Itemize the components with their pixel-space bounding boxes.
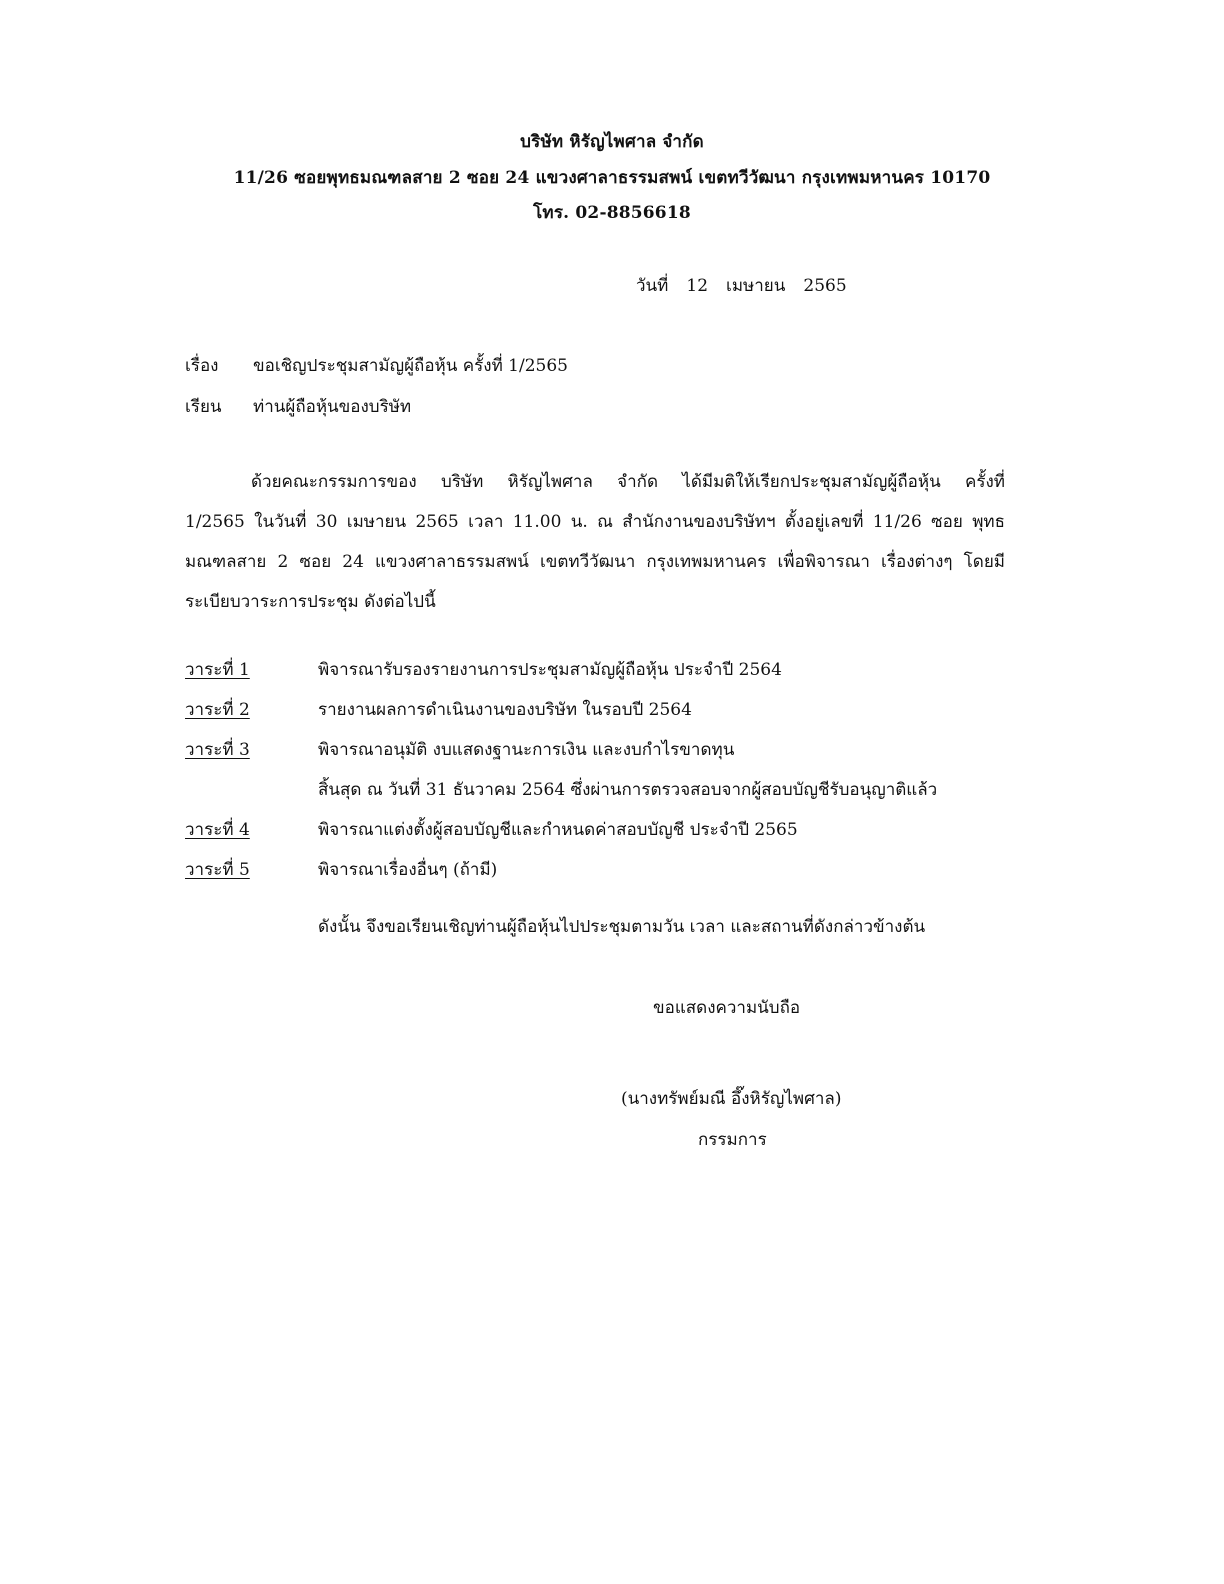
agenda-item (185, 696, 1005, 736)
agenda-item-continuation (185, 776, 1005, 816)
agenda-item (185, 736, 1005, 776)
subject-text: ขอเชิญประชุมสามัญผู้ถือหุ้น ครั้งที่ 1/2565 (253, 356, 568, 376)
date-year: 2565 (803, 276, 847, 296)
agenda-label: วาระที่ 5 (185, 860, 250, 880)
agenda-text: พิจารณารับรองรายงานการประชุมสามัญผู้ถือหุ้น ประจำปี 2564 (318, 660, 782, 680)
agenda-text: พิจารณาแต่งตั้งผู้สอบบัญชีและกำหนดค่าสอบบัญชี ประจำปี 2565 (318, 820, 798, 840)
company-name: บริษัท หิรัญไพศาล จำกัด (520, 132, 704, 152)
agenda-item (185, 656, 1005, 696)
body-line: 1/2565 ในวันที่ 30 เมษายน 2565 เวลา 11.00 น. ณ สำนักงานของบริษัทฯ ตั้งอยู่เลขที่ 11/26 ซอย พุทธ (185, 512, 1005, 532)
body-paragraph (185, 462, 1005, 622)
closing-statement: ดังนั้น จึงขอเรียนเชิญท่านผู้ถือหุ้นไปประชุมตามวัน เวลา และสถานที่ดังกล่าวข้างต้น (318, 917, 926, 937)
signer-name: (นางทรัพย์มณี อึ๊งหิรัญไพศาล) (621, 1089, 842, 1109)
recipient-line (185, 393, 411, 420)
agenda-list (185, 656, 1005, 896)
agenda-label: วาระที่ 1 (185, 660, 250, 680)
company-phone: โทร. 02-8856618 (533, 203, 691, 223)
agenda-label: วาระที่ 4 (185, 820, 250, 840)
signer-title: กรรมการ (698, 1130, 767, 1150)
recipient-text: ท่านผู้ถือหุ้นของบริษัท (253, 397, 412, 417)
agenda-label: วาระที่ 3 (185, 740, 250, 760)
closing-regards: ขอแสดงความนับถือ (653, 998, 801, 1018)
agenda-text: สิ้นสุด ณ วันที่ 31 ธันวาคม 2564 ซึ่งผ่านการตรวจสอบจากผู้สอบบัญชีรับอนุญาติแล้ว (318, 780, 938, 800)
date-label: วันที่ (636, 276, 669, 296)
date-month: เมษายน (726, 276, 786, 296)
agenda-text: พิจารณาเรื่องอื่นๆ (ถ้ามี) (318, 860, 498, 880)
agenda-label: วาระที่ 2 (185, 700, 250, 720)
company-address: 11/26 ซอยพุทธมณฑลสาย 2 ซอย 24 แขวงศาลาธรรมสพน์ เขตทวีวัฒนา กรุงเทพมหานคร 10170 (233, 168, 991, 188)
body-line: ระเบียบวาระการประชุม ดังต่อไปนี้ (185, 592, 436, 612)
letter-date (636, 272, 865, 299)
agenda-item (185, 856, 1005, 896)
agenda-text: รายงานผลการดำเนินงานของบริษัท ในรอบปี 2564 (318, 700, 692, 720)
body-line: มณฑลสาย 2 ซอย 24 แขวงศาลาธรรมสพน์ เขตทวีวัฒนา กรุงเทพมหานคร เพื่อพิจารณา เรื่องต่างๆ โดยมี (185, 552, 1005, 572)
date-day: 12 (686, 276, 709, 296)
subject-label: เรื่อง (185, 356, 219, 376)
agenda-item (185, 816, 1005, 856)
recipient-label: เรียน (185, 397, 222, 417)
agenda-text: พิจารณาอนุมัติ งบแสดงฐานะการเงิน และงบกำไรขาดทุน (318, 740, 735, 760)
body-line: ด้วยคณะกรรมการของ บริษัท หิรัญไพศาล จำกัด ได้มีมติให้เรียกประชุมสามัญผู้ถือหุ้น ครั้งที่ (251, 472, 1005, 492)
subject-line (185, 352, 568, 379)
